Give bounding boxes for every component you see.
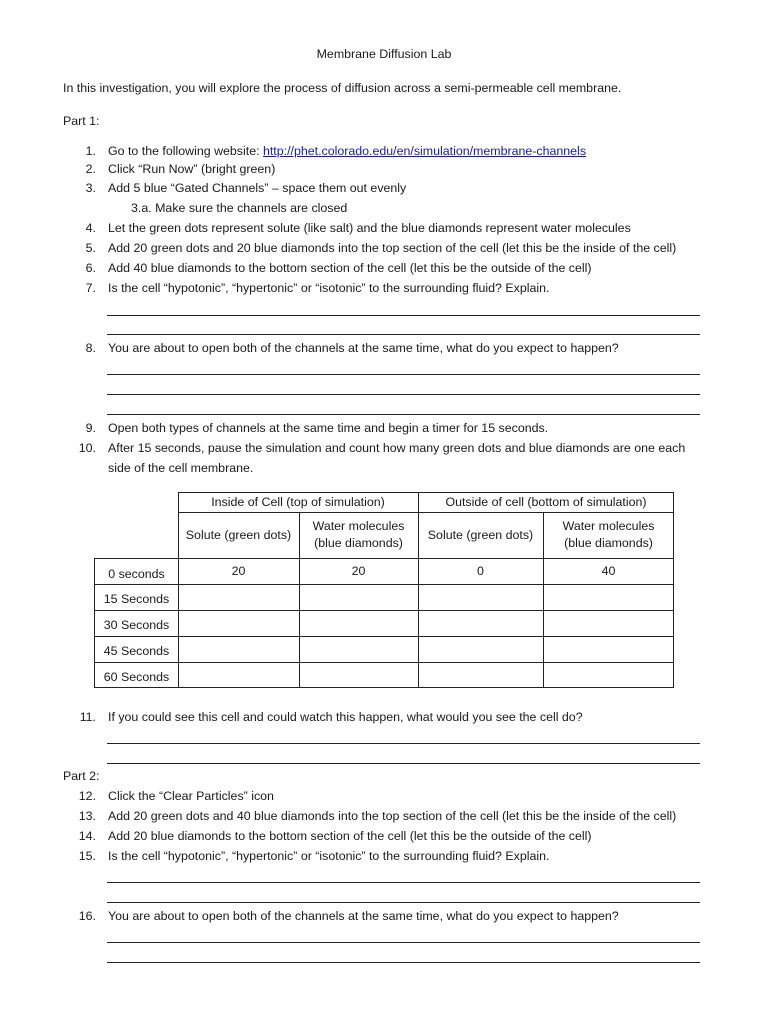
table-cell[interactable]: [178, 636, 299, 662]
item-number: 6.: [85, 261, 96, 275]
list-item: Go to the following website: http://phet.colorado.edu/en/simulation/membrane-channels: [108, 144, 587, 158]
answer-line[interactable]: [107, 942, 700, 943]
table-cell[interactable]: [299, 610, 418, 636]
answer-line[interactable]: [107, 882, 700, 883]
list-item: Add 40 blue diamonds to the bottom section of the cell (let this be the outside of the cell): [108, 261, 592, 275]
item-number: 13.: [78, 809, 96, 823]
item-number: 8.: [85, 341, 96, 355]
list-subitem: 3.a. Make sure the channels are closed: [131, 201, 348, 215]
table-cell[interactable]: [299, 636, 418, 662]
table-cell[interactable]: [543, 584, 674, 610]
list-item: Add 20 blue diamonds to the bottom section of the cell (let this be the outside of the cell): [108, 829, 592, 843]
item-number: 5.: [85, 241, 96, 255]
answer-line[interactable]: [107, 334, 700, 335]
table-cell[interactable]: 20: [231, 563, 246, 578]
list-item: You are about to open both of the channels at the same time, what do you expect to happen?: [108, 909, 619, 923]
answer-line[interactable]: [107, 962, 700, 963]
item-number: 14.: [78, 829, 96, 843]
row-label: 0 seconds: [108, 567, 165, 581]
list-item: Add 20 green dots and 40 blue diamonds into the top section of the cell (let this be the inside of the cell): [108, 809, 677, 823]
table-cell[interactable]: [178, 610, 299, 636]
row-label: 45 Seconds: [103, 644, 170, 658]
list-item: Is the cell “hypotonic”, “hypertonic” or “isotonic” to the surrounding fluid? Explain.: [108, 281, 550, 295]
table-cell[interactable]: [418, 584, 543, 610]
table-cell[interactable]: [418, 662, 543, 688]
col-header-water-inside: Water molecules (blue diamonds): [312, 519, 405, 550]
list-item: After 15 seconds, pause the simulation and count how many green dots and blue diamonds are one each: [108, 441, 686, 455]
row-label: 30 Seconds: [103, 618, 170, 632]
item-number: 4.: [85, 221, 96, 235]
header-outside-cell: Outside of cell (bottom of simulation): [445, 494, 647, 509]
part2-label: Part 2:: [63, 769, 100, 783]
item-number: 1.: [85, 144, 96, 158]
list-item: Let the green dots represent solute (like salt) and the blue diamonds represent water molecules: [108, 221, 631, 235]
list-item: Open both types of channels at the same time and begin a timer for 15 seconds.: [108, 421, 549, 435]
table-cell[interactable]: [299, 584, 418, 610]
phet-link[interactable]: http://phet.colorado.edu/en/simulation/membrane-channels: [262, 144, 587, 158]
table-cell[interactable]: 40: [601, 563, 616, 578]
item-number: 7.: [85, 281, 96, 295]
answer-line[interactable]: [107, 902, 700, 903]
col-header-solute-inside: Solute (green dots): [185, 527, 292, 542]
answer-line[interactable]: [107, 315, 700, 316]
list-item: Click “Run Now” (bright green): [108, 162, 276, 176]
row-label: 60 Seconds: [103, 670, 170, 684]
list-item: Click the “Clear Particles” icon: [108, 789, 274, 803]
list-item: Is the cell “hypotonic”, “hypertonic” or “isotonic” to the surrounding fluid? Explain.: [108, 849, 550, 863]
answer-line[interactable]: [107, 374, 700, 375]
table-cell[interactable]: [543, 636, 674, 662]
item-number: 10.: [78, 441, 96, 455]
intro-text: In this investigation, you will explore the process of diffusion across a semi-permeable cell membrane.: [63, 81, 622, 95]
table-cell[interactable]: [418, 610, 543, 636]
list-item: You are about to open both of the channels at the same time, what do you expect to happen?: [108, 341, 619, 355]
list-item: If you could see this cell and could watch this happen, what would you see the cell do?: [108, 710, 583, 724]
header-inside-cell: Inside of Cell (top of simulation): [211, 494, 385, 509]
list-item: Add 5 blue “Gated Channels” – space them out evenly: [108, 181, 407, 195]
table-cell[interactable]: [178, 584, 299, 610]
table-cell[interactable]: [418, 636, 543, 662]
item-number: 3.: [85, 181, 96, 195]
table-cell[interactable]: [543, 610, 674, 636]
answer-line[interactable]: [107, 414, 700, 415]
table-cell[interactable]: [543, 662, 674, 688]
item-number: 11.: [79, 710, 96, 724]
list-item: Add 20 green dots and 20 blue diamonds into the top section of the cell (let this be the inside of the cell): [108, 241, 677, 255]
table-cell[interactable]: 20: [351, 563, 366, 578]
table-cell[interactable]: [299, 662, 418, 688]
item-number: 2.: [85, 162, 96, 176]
list-item-continued: side of the cell membrane.: [108, 461, 254, 475]
item-number: 15.: [78, 849, 96, 863]
table-cell[interactable]: [178, 662, 299, 688]
col-header-solute-outside: Solute (green dots): [427, 527, 534, 542]
answer-line[interactable]: [107, 743, 700, 744]
part1-label: Part 1:: [63, 114, 100, 128]
item-number: 12.: [78, 789, 96, 803]
item-number: 16.: [78, 909, 96, 923]
answer-line[interactable]: [107, 763, 700, 764]
col-header-water-outside: Water molecules (blue diamonds): [562, 519, 655, 550]
table-cell[interactable]: 0: [477, 563, 484, 578]
page-title: Membrane Diffusion Lab: [316, 47, 452, 61]
row-label: 15 Seconds: [103, 592, 170, 606]
answer-line[interactable]: [107, 394, 700, 395]
item-number: 9.: [85, 421, 96, 435]
